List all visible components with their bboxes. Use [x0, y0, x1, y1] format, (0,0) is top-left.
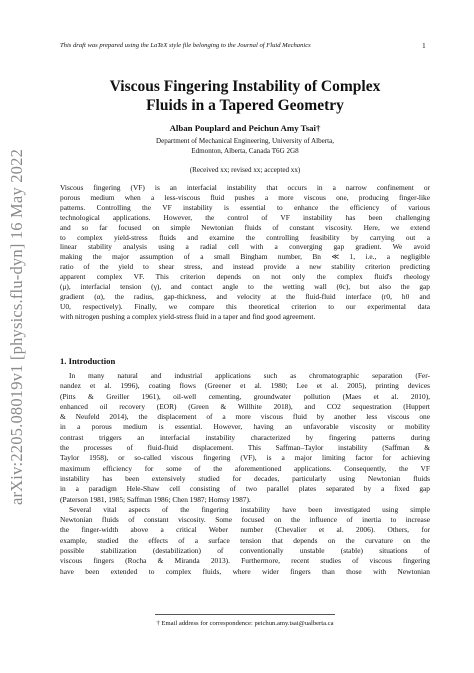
abstract-line: to complex yield-stress fluids and examine the controlling feasibility by carrying out a: [60, 232, 430, 242]
abstract-line: Viscous fingering (VF) is an interfacial instability that occurs in a narrow confinement or: [60, 183, 430, 192]
footnote-rule: [155, 614, 335, 615]
affiliation-line: Edmonton, Alberta, Canada T6G 2G8: [191, 146, 299, 155]
body-text: [60, 371, 430, 577]
body-line: Several vital aspects of the fingering instability have been investigated using simple: [69, 504, 430, 514]
abstract-line: gradient (α), the radius, gap-thickness, and velocity at the fluid-fluid interface (r0, h0 and: [60, 291, 430, 301]
body-line: enhanced oil recovery (EOR) (Green & Willhite 2018), and CO2 sequestration (Huppert: [60, 401, 430, 411]
abstract-line: U0, respectively). Finally, we compare this theoretical criterion to our experimental data: [60, 301, 430, 311]
body-line: (Paterson 1981, 1985; Saffman 1986; Chen 1987; Homsy 1987).: [60, 494, 251, 504]
affiliation: [60, 137, 430, 156]
body-line: instability has been extensively studied for decades, particularly using Newtonian fluids: [60, 473, 430, 483]
body-line: & Neufeld 2014), the displacement of a more viscous fluid by another less viscous one: [60, 412, 430, 422]
affiliation-line: Department of Mechanical Engineering, University of Alberta,: [155, 137, 335, 145]
footnote: † Email address for correspondence: peichun.amy.tsai@ualberta.ca: [156, 620, 334, 627]
received-dates: (Received xx; revised xx; accepted xx): [189, 166, 301, 174]
abstract-line: and so far focused on simple Newtonian fluids of constant viscosity. Here, we extend: [60, 222, 430, 232]
title-line: Viscous Fingering Instability of Complex: [109, 78, 381, 95]
body-line: viscous fingers (Rocha & Miranda 2013). Furthermore, recent studies of viscous fingering: [60, 556, 430, 566]
page-number: 1: [422, 41, 426, 50]
body-line: in a porous medium is essential. However, having an unfavorable viscosity or mobility: [60, 422, 430, 432]
arxiv-stamp-text: arXiv:2205.08019v1 [physics.flu-dyn] 16 May 2022: [7, 148, 26, 506]
abstract-line: with nitrogen pushing a complex yield-stress fluid in a taper and find good agreement.: [60, 311, 316, 321]
body-line: maximum efficiency for some of the aforementioned applications. Consequently, the VF: [60, 463, 430, 473]
paper-title: [60, 78, 430, 115]
abstract-line: making the major assumption of a small Bingham number, Bn ≪ 1, i.e., a negligible: [60, 252, 430, 262]
running-header: This draft was prepared using the LaTeX style file belonging to the Journal of Fluid Mechanics: [60, 42, 311, 49]
body-line: the processes of fluid-fluid displacement. This Saffman–Taylor instability (Saffman &: [60, 443, 430, 453]
authors: Alban Pouplard and Peichun Amy Tsai†: [169, 123, 321, 133]
abstract-line: ratio of the yield to shear stress, and instead provide a new stability criterion predicting: [60, 262, 430, 272]
abstract-line: technological applications. However, the control of VF instability has been challenging: [60, 212, 430, 222]
body-line: in a paradigm Hele-Shaw cell consisting of two parallel plates separated by a fixed gap: [60, 484, 430, 494]
abstract-line: patterns. Controlling the VF instability is essential to enhance the efficiency of various: [60, 202, 430, 212]
arxiv-stamp: [4, 82, 30, 572]
abstract: [60, 183, 430, 322]
body-line: Taylor 1958), or so-called viscous fingering (VF), is a major limiting factor for achieving: [60, 453, 430, 463]
body-line: In many natural and industrial applications such as chromatographic separation (Fer-: [69, 371, 430, 380]
abstract-line: (μ), interfacial tension (γ), and contact angle to the wetting wall (θc), but also the gap: [60, 282, 430, 292]
body-line: contrast triggers an interfacial instability characterized by fingering patterns during: [60, 432, 430, 442]
body-line: the finger-width above a critical Weber number (Chevalier et al. 2006). Others, for: [60, 525, 430, 535]
body-line: Newtonian fluids of constant viscosity. Some focused on the influence of inertia to increase: [60, 515, 430, 525]
body-line: have been extended to complex fluids, where wider fingers than those with Newtonian: [60, 566, 430, 576]
abstract-line: linear stability analysis using a radial cell with a converging gap gradient. We avoid: [60, 242, 430, 252]
body-line: possible stabilization (destabilization) of conventionally unstable (stable) situations of: [60, 546, 430, 556]
body-line: (Pitts & Greiller 1961), oil-well cementing, groundwater pollution (Maes et al. 2010),: [60, 391, 430, 401]
body-line: example, studied the effects of a surface tension that depends on the curvature on the: [60, 535, 430, 545]
abstract-line: porous medium when a less-viscous fluid pushes a more viscous one, producing finger-like: [60, 192, 430, 202]
body-line: nandez et al. 1996), coating flows (Greener et al. 1980; Lee et al. 2005), printing devices: [60, 381, 430, 391]
section-heading: 1. Introduction: [60, 356, 116, 366]
abstract-line: apparent complex VF. This criterion depends on not only the complex fluid's rheology: [60, 272, 430, 282]
title-line: Fluids in a Tapered Geometry: [146, 96, 344, 114]
